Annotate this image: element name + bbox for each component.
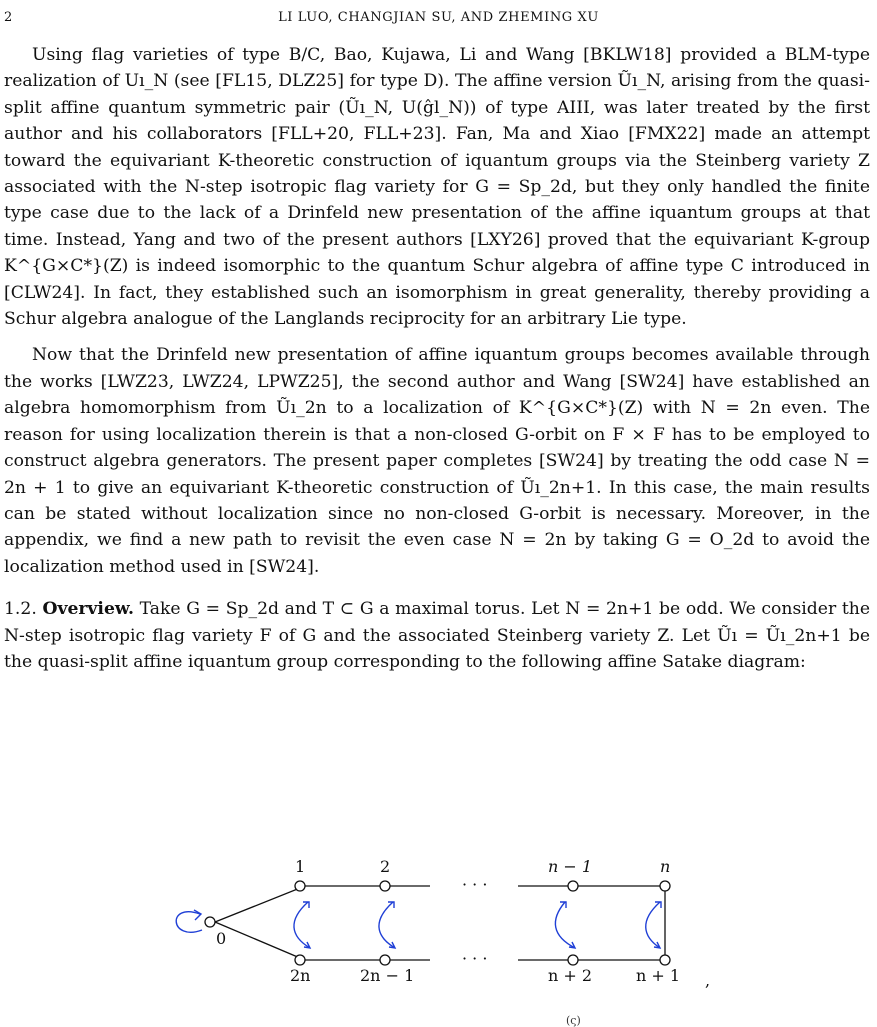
node-label-n-1: n − 1: [548, 857, 593, 876]
paragraph-1: Using flag varieties of type B/C, Bao, Kujawa, Li and Wang [BKLW18] provided a BLM-type realization of Uı_N (see [FL15, DLZ25] for type D). The affine version Ũı_N, arising from the quasi-split affine quantum symmetric pair (Ũı_N, U(ĝl_N)) of type AIII, was later treated by the first author and his collaborators [FLL+20, FLL+23]. Fan, Ma and Xiao [FMX22] made an attempt toward the equivariant K-theoretic construction of iquantum groups via the Steinberg variety Z associated with the N-step isotropic flag variety for G = Sp_2d, but they only handled the finite type case due to the lack of a Drinfeld new presentation of the affine iquantum groups at that time. Instead, Yang and two of the present authors [LXY26] proved that the equivariant K-group K^{G×C*}(Z) is indeed isomorphic to the quantum Schur algebra of affine type C introduced in [CLW24]. In fact, they established such an isomorphism in great generality, thereby providing a Schur algebra analogue of the Langlands reciprocity for an arbitrary Lie type.: [4, 45, 870, 330]
node-label-n: n: [660, 857, 671, 876]
node-n: [660, 881, 670, 891]
node-label-2n-1: 2n − 1: [360, 966, 415, 985]
node-label-2n: 2n: [290, 966, 311, 985]
node-n-plus-1: [660, 955, 670, 965]
page-number: 2: [4, 10, 13, 25]
node-label-1: 1: [295, 857, 306, 876]
node-2: [380, 881, 390, 891]
arrow-1-2n: [294, 902, 310, 948]
satake-diagram: [160, 850, 720, 1000]
section-title: Overview.: [42, 599, 134, 620]
node-n-plus-2: [568, 955, 578, 965]
self-loop-arrow: [176, 912, 202, 933]
node-label-n+1: n + 1: [636, 966, 681, 985]
arrowhead-loop: [194, 910, 201, 920]
node-label-2: 2: [380, 857, 391, 876]
body-text: [4, 42, 870, 685]
edge-0-1: [215, 888, 300, 922]
node-2n: [295, 955, 305, 965]
trailing-comma: ,: [705, 971, 711, 990]
running-title: LI LUO, CHANGJIAN SU, AND ZHEMING XU: [278, 10, 599, 25]
arrow-2-2n-1: [379, 902, 395, 948]
dots-bottom: · · ·: [462, 949, 488, 968]
running-header: [0, 10, 877, 32]
dots-top: · · ·: [462, 875, 488, 894]
section-number: 1.2.: [4, 599, 37, 620]
node-0: [205, 917, 215, 927]
node-n-minus-1: [568, 881, 578, 891]
section-body: Take G = Sp_2d and T ⊂ G a maximal torus. Let N = 2n+1 be odd. We consider the N-step isotropic flag variety F of G and the associated Steinberg variety Z. Let Ũı = Ũı_2n+1 be the quasi-split affine iquantum group corresponding to the following affine Satake diagram:: [4, 599, 870, 672]
footer-fragment: (ς): [566, 1014, 581, 1027]
arrow-n-1-n+2: [555, 902, 575, 948]
node-label-0: 0: [216, 929, 227, 948]
paragraph-2: Now that the Drinfeld new presentation of affine iquantum groups becomes available through the works [LWZ23, LWZ24, LPWZ25], the second author and Wang [SW24] have established an algebra homomorphism from Ũı_2n to a localization of K^{G×C*}(Z) with N = 2n even. The reason for using localization therein is that a non-closed G-orbit on F × F has to be employed to construct algebra generators. The present paper completes [SW24] by treating the odd case N = 2n + 1 to give an equivariant K-theoretic construction of Ũı_2n+1. In this case, the main results can be stated without localization since no non-closed G-orbit is necessary. Moreover, in the appendix, we find a new path to revisit the even case N = 2n by taking G = O_2d to avoid the localization method used in [SW24].: [4, 345, 870, 577]
node-label-n+2: n + 2: [548, 966, 593, 985]
node-1: [295, 881, 305, 891]
node-2n-minus-1: [380, 955, 390, 965]
arrow-n-n+1: [646, 902, 660, 948]
section-overview: [4, 596, 870, 675]
edge-0-2n: [215, 922, 300, 958]
